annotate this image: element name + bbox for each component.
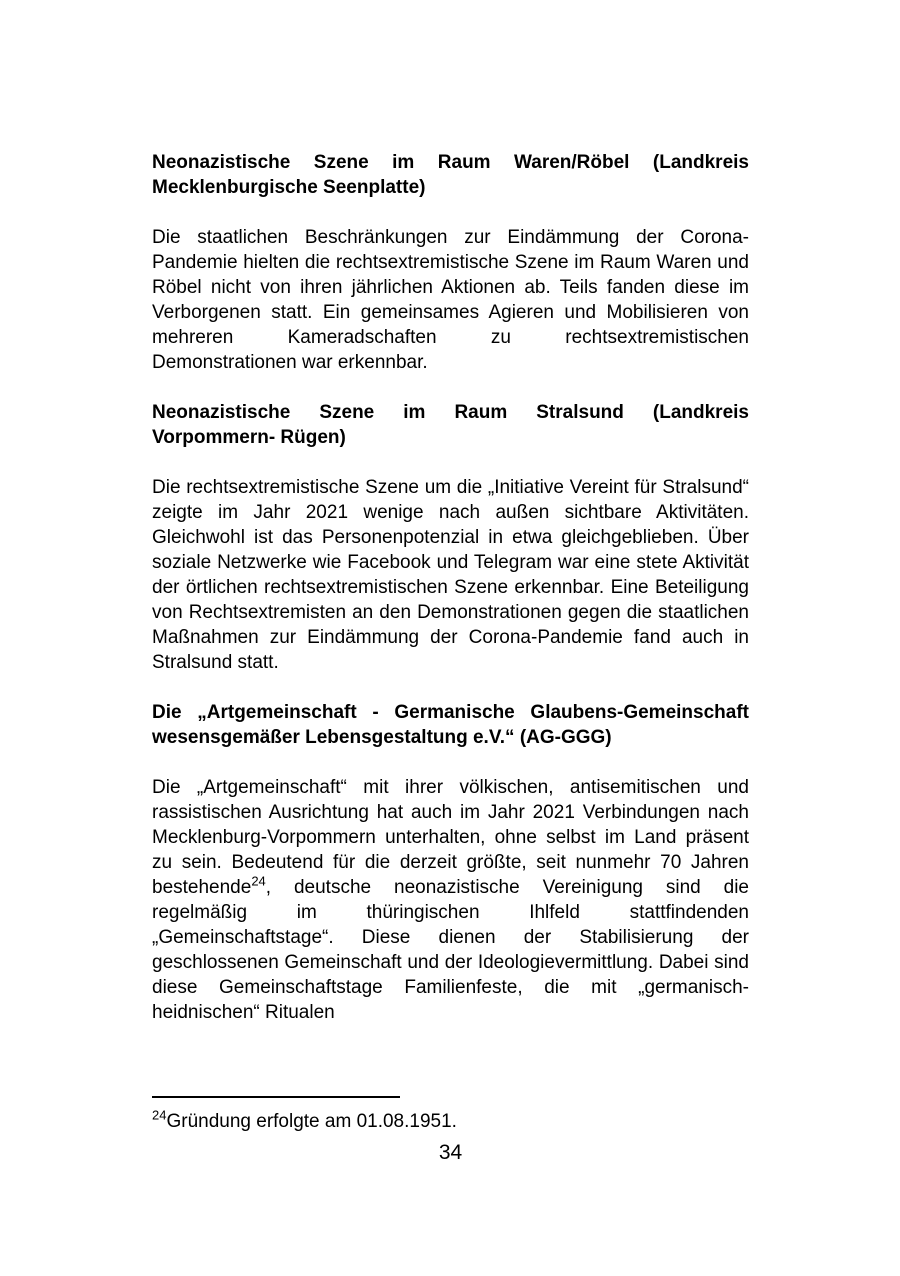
page-content [152,150,749,1025]
footnote-separator-line [152,1096,400,1098]
section-body-stralsund: Die rechtsextremistische Szene um die „Initiative Vereint für Stralsund“ zeigte im Jahr 2021 wenige nach außen sichtbare Aktivitäten. Gleichwohl ist das Personenpotenzial in etwa gleichgeblieben. Über soziale Netzwerke wie Facebook und Telegram war eine stete Aktivität der örtlichen rechtsextremistischen Szene erkennbar. Eine Beteiligung von Rechtsextremisten an den Demonstrationen gegen die staatlichen Maßnahmen zur Eindämmung der Corona-Pandemie fand auch in Stralsund statt. [152,477,749,673]
section-body-waren-roebel: Die staatlichen Beschränkungen zur Eindämmung der Corona-Pandemie hielten die rechtsextremistische Szene im Raum Waren und Röbel nicht von ihren jährlichen Aktionen ab. Teils fanden diese im Verborgenen statt. Ein gemeinsames Agieren und Mobilisieren von mehreren Kameradschaften zu rechtsextremistischen Demonstrationen war erkennbar. [152,227,749,373]
section-body-artgemeinschaft [152,775,749,1025]
footnote-ref-24: 24 [251,873,266,889]
footnote-area [152,1096,749,1134]
section-heading-waren-roebel: Neonazistische Szene im Raum Waren/Röbel (Landkreis Mecklenburgische Seenplatte) [152,152,749,198]
section-heading-stralsund: Neonazistische Szene im Raum Stralsund (Landkreis Vorpommern- Rügen) [152,402,749,448]
body-text-after-footnote-ref: , deutsche neonazistische Vereinigung sind die regelmäßig im thüringischen Ihlfeld stattfindenden „Gemeinschaftstage“. Diese dienen der Stabilisierung der geschlossenen Gemeinschaft und der Ideologievermittlung. Dabei sind diese Gemeinschaftstage Familienfeste, die mit „germanisch-heidnischen“ Ritualen [152,877,749,1023]
body-text-before-footnote-ref: Die „Artgemeinschaft“ mit ihrer völkischen, antisemitischen und rassistischen Ausrichtung hat auch im Jahr 2021 Verbindungen nach Mecklenburg-Vorpommern unterhalten, ohne selbst im Land präsent zu sein. Bedeutend für die derzeit größte, seit nunmehr 70 Jahren bestehende [152,777,749,898]
footnote-text: Gründung erfolgte am 01.08.1951. [166,1111,457,1132]
footnote-marker: 24 [152,1107,167,1123]
section-heading-artgemeinschaft: Die „Artgemeinschaft - Germanische Glaubens-Gemeinschaft wesensgemäßer Lebensgestaltung e.V.“ (AG-GGG) [152,702,749,748]
page-number: 34 [438,1141,463,1164]
footnote [152,1107,749,1134]
